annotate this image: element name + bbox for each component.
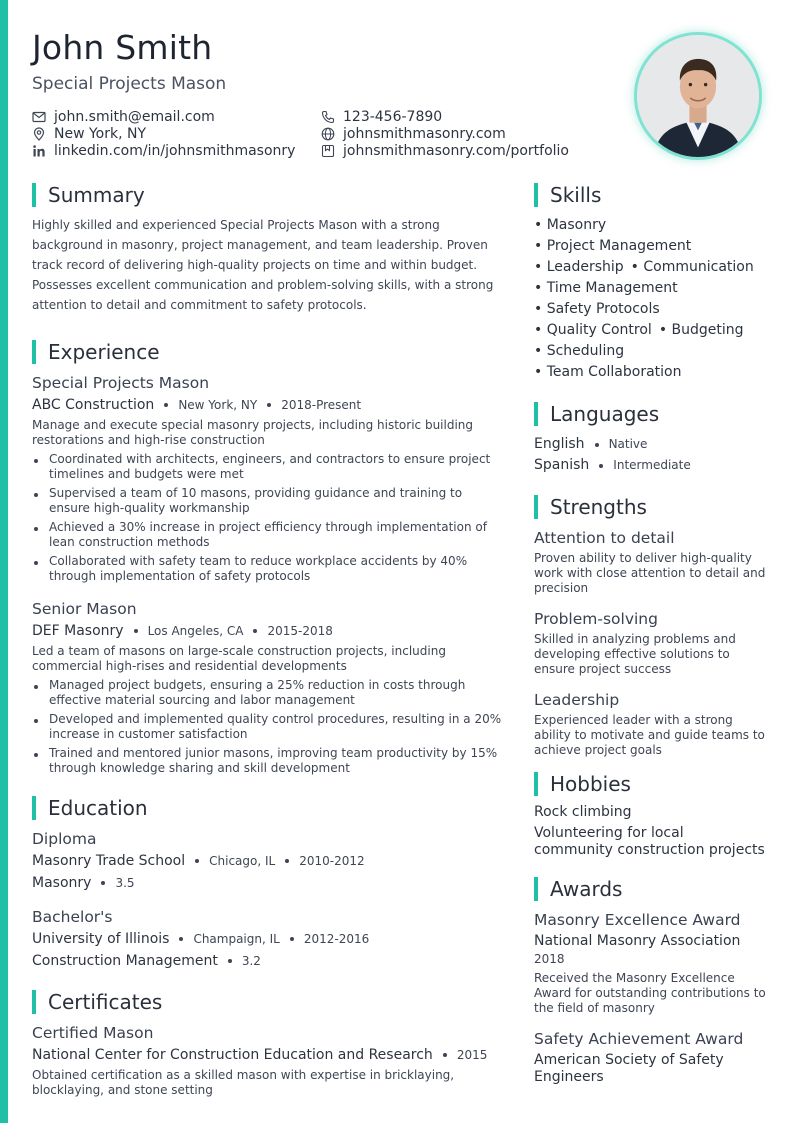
contact-linkedin[interactable] xyxy=(32,142,321,159)
profile-photo xyxy=(634,32,762,160)
education-entry xyxy=(32,828,506,894)
education-meta xyxy=(32,850,506,872)
list-item: Trained and mentored junior masons, improving team productivity by 15% through knowledge sharing and skill development xyxy=(32,746,506,776)
awards-heading-text: Awards xyxy=(550,877,623,901)
job-role: Special Projects Mason xyxy=(32,374,210,392)
separator-dot xyxy=(228,959,232,963)
skill-item: • Leadership xyxy=(534,257,624,278)
separator-dot xyxy=(101,881,105,885)
skill-item: • Scheduling xyxy=(534,341,759,362)
awards-heading xyxy=(534,877,766,901)
email-text: john.smith@email.com xyxy=(54,108,215,125)
school: Masonry Trade School xyxy=(32,853,186,869)
strength-description: Experienced leader with a strong ability to motivate and guide teams to achieve project goals xyxy=(534,713,765,757)
contact-email[interactable] xyxy=(32,108,321,125)
degree: Diploma xyxy=(32,830,97,848)
left-column xyxy=(32,183,506,1098)
language-item xyxy=(534,434,766,455)
section-marker xyxy=(534,402,538,426)
gpa: 3.5 xyxy=(115,876,135,890)
job-role: Senior Mason xyxy=(32,600,137,618)
award-item xyxy=(534,909,766,1016)
job-location: Los Angeles, CA xyxy=(147,624,244,638)
strengths-heading xyxy=(534,495,766,519)
list-item: Managed project budgets, ensuring a 25% reduction in costs through effective material sourcing and labor management xyxy=(32,678,506,708)
skills-list xyxy=(534,215,766,383)
award-title: Masonry Excellence Award xyxy=(534,911,741,929)
certificates-heading-text: Certificates xyxy=(48,990,163,1014)
job-dates: 2018-Present xyxy=(281,398,362,412)
separator-dot xyxy=(164,403,168,407)
certificate-name: Certified Mason xyxy=(32,1024,154,1042)
globe-icon xyxy=(321,127,335,141)
linkedin-text: linkedin.com/in/johnsmithmasonry xyxy=(54,142,296,159)
separator-dot xyxy=(195,859,199,863)
strength-description: Proven ability to deliver high-quality work with close attention to detail and precision xyxy=(534,551,766,595)
contact-portfolio[interactable] xyxy=(321,142,612,159)
field-of-study: Construction Management xyxy=(32,953,218,969)
education-entry xyxy=(32,906,506,972)
right-column xyxy=(534,183,766,1090)
section-marker xyxy=(534,495,538,519)
experience-heading xyxy=(32,340,506,364)
certificate-issuer: National Center for Construction Education and Research xyxy=(32,1047,433,1063)
education-dates: 2012-2016 xyxy=(303,932,370,946)
separator-dot xyxy=(290,937,294,941)
contact-phone[interactable] xyxy=(321,108,612,125)
job-location: New York, NY xyxy=(178,398,258,412)
award-title: Safety Achievement Award xyxy=(534,1030,744,1048)
job-dates: 2015-2018 xyxy=(267,624,333,638)
strength-title: Leadership xyxy=(534,691,620,709)
language-level: Intermediate xyxy=(613,458,691,472)
location-text: New York, NY xyxy=(54,125,147,142)
certificate-description: Obtained certification as a skilled mason with expertise in bricklaying, blocklaying, and stone setting xyxy=(32,1068,455,1097)
job-company: DEF Masonry xyxy=(32,623,124,639)
summary-heading-text: Summary xyxy=(48,183,145,207)
skill-item: • Project Management xyxy=(534,236,759,257)
strengths-heading-text: Strengths xyxy=(550,495,647,519)
education-dates: 2010-2012 xyxy=(299,854,365,868)
experience-entry xyxy=(32,372,506,584)
language-item xyxy=(534,455,766,476)
job-company: ABC Construction xyxy=(32,397,155,413)
separator-dot xyxy=(595,443,599,447)
linkedin-icon xyxy=(32,144,46,158)
skill-item: • Budgeting xyxy=(659,320,744,341)
strength-item xyxy=(534,689,766,758)
strength-title: Attention to detail xyxy=(534,529,675,547)
separator-dot xyxy=(443,1053,447,1057)
job-bullets xyxy=(32,678,506,776)
hobby-item: Rock climbing xyxy=(534,804,632,820)
award-issuer: National Masonry Association xyxy=(534,933,741,949)
language-name: Spanish xyxy=(534,457,590,473)
school-location: Chicago, IL xyxy=(209,854,276,868)
experience-heading-text: Experience xyxy=(48,340,160,364)
certificate-meta xyxy=(32,1044,506,1066)
list-item: Coordinated with architects, engineers, and contractors to ensure project timelines and budgets were met xyxy=(32,452,506,482)
separator-dot xyxy=(179,937,183,941)
language-name: English xyxy=(534,436,585,452)
skill-item: • Team Collaboration xyxy=(534,362,759,383)
skill-item: • Time Management xyxy=(534,278,759,299)
section-marker xyxy=(32,183,36,207)
hobby-item: Volunteering for local community construction projects xyxy=(534,825,765,858)
section-marker xyxy=(32,796,36,820)
job-bullets xyxy=(32,452,506,584)
award-description: Received the Masonry Excellence Award for outstanding contributions to the field of masonry xyxy=(534,971,766,1015)
certificate-year: 2015 xyxy=(456,1048,488,1062)
languages-heading-text: Languages xyxy=(550,402,660,426)
separator-dot xyxy=(134,629,138,633)
strength-title: Problem-solving xyxy=(534,610,658,628)
language-level: Native xyxy=(608,437,648,451)
candidate-title: Special Projects Mason xyxy=(32,74,227,95)
certificates-heading xyxy=(32,990,506,1014)
experience-entry xyxy=(32,598,506,776)
section-marker xyxy=(534,772,538,796)
portfolio-icon xyxy=(321,144,335,158)
summary-heading xyxy=(32,183,506,207)
skill-item: • Masonry xyxy=(534,215,759,236)
education-field-row xyxy=(32,950,506,972)
hobbies-heading-text: Hobbies xyxy=(550,772,631,796)
education-heading xyxy=(32,796,506,820)
award-year: 2018 xyxy=(534,952,565,966)
job-meta xyxy=(32,620,506,642)
school-location: Champaign, IL xyxy=(193,932,280,946)
list-item: Collaborated with safety team to reduce workplace accidents by 40% through implementation of safety protocols xyxy=(32,554,506,584)
education-field-row xyxy=(32,872,506,894)
hobbies-heading xyxy=(534,772,766,796)
separator-dot xyxy=(285,859,289,863)
contact-info xyxy=(32,108,612,159)
award-item xyxy=(534,1028,766,1086)
skill-item: • Quality Control xyxy=(534,320,652,341)
languages-heading xyxy=(534,402,766,426)
phone-icon xyxy=(321,110,335,124)
list-item: Developed and implemented quality control procedures, resulting in a 20% increase in customer satisfaction xyxy=(32,712,506,742)
skill-item: • Communication xyxy=(631,257,754,278)
portfolio-text: johnsmithmasonry.com/portfolio xyxy=(343,142,569,159)
candidate-name: John Smith xyxy=(32,28,213,67)
separator-dot xyxy=(267,403,271,407)
award-issuer: American Society of Safety Engineers xyxy=(534,1052,724,1085)
certificate-entry xyxy=(32,1022,506,1098)
section-marker xyxy=(32,340,36,364)
list-item: Achieved a 30% increase in project efficiency through implementation of lean construction methods xyxy=(32,520,506,550)
contact-location xyxy=(32,125,321,142)
strength-item xyxy=(534,608,766,677)
map-pin-icon xyxy=(32,127,46,141)
separator-dot xyxy=(599,464,603,468)
separator-dot xyxy=(253,629,257,633)
section-marker xyxy=(534,183,538,207)
section-marker xyxy=(534,877,538,901)
skill-item: • Safety Protocols xyxy=(534,299,759,320)
resume-header xyxy=(32,30,612,94)
summary-text: Highly skilled and experienced Special Projects Mason with a strong background in masonry, project management, and team leadership. Proven track record of delivering high-quality projects on time and within budget. Possesses excellent communication and problem-solving skills, with a strong attention to detail and commitment to safety protocols. xyxy=(32,218,494,312)
skills-heading xyxy=(534,183,766,207)
school: University of Illinois xyxy=(32,931,170,947)
list-item: Supervised a team of 10 masons, providing guidance and training to ensure high-quality workmanship xyxy=(32,486,506,516)
website-text: johnsmithmasonry.com xyxy=(343,125,506,142)
envelope-icon xyxy=(32,110,46,124)
accent-bar xyxy=(0,0,8,1123)
gpa: 3.2 xyxy=(241,954,261,968)
section-marker xyxy=(32,990,36,1014)
skills-heading-text: Skills xyxy=(550,183,602,207)
education-meta xyxy=(32,928,506,950)
job-meta xyxy=(32,394,506,416)
contact-website[interactable] xyxy=(321,125,612,142)
job-description: Led a team of masons on large-scale construction projects, including commercial high-rises and residential developments xyxy=(32,644,446,673)
job-description: Manage and execute special masonry projects, including historic building restorations and high-rise construction xyxy=(32,418,474,447)
field-of-study: Masonry xyxy=(32,875,92,891)
phone-text: 123-456-7890 xyxy=(343,108,443,125)
strength-description: Skilled in analyzing problems and developing effective solutions to ensure project success xyxy=(534,632,736,676)
education-heading-text: Education xyxy=(48,796,148,820)
strength-item xyxy=(534,527,766,596)
degree: Bachelor's xyxy=(32,908,113,926)
